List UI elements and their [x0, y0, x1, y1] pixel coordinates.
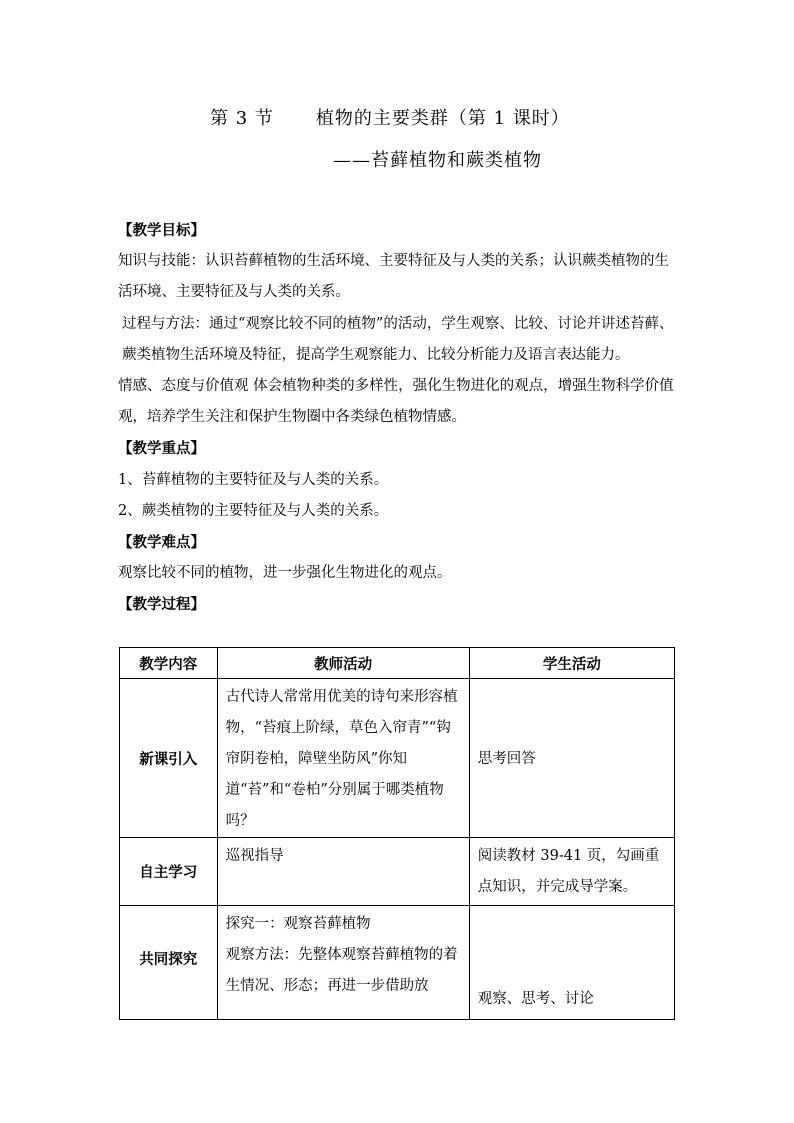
- row-teacher-cell: [217, 906, 469, 1020]
- objective-knowledge: 知识与技能：认识苔藓植物的生活环境、主要特征及与人类的关系；认识蕨类植物的生活环境、主要特征及与人类的关系。: [118, 253, 669, 301]
- lesson-body: [118, 215, 678, 621]
- objective-process: 过程与方法：通过“观察比较不同的植物”的活动，学生观察、比较、讨论并讲述苔藓、蕨类植物生活环境及特征，提高学生观察能力、比较分析能力及语言表达能力。: [122, 315, 674, 363]
- row-content-cell: 新课引入: [120, 679, 218, 838]
- teacher-activity-text: 探究一：观察苔藓植物 观察方法：先整体观察苔藓植物的着生情况、形态；再进一步借助放: [225, 916, 458, 994]
- key-point-item: 2、蕨类植物的主要特征及与人类的关系。: [118, 502, 389, 519]
- teacher-activity-text: 古代诗人常常用优美的诗句来形容植物，“苔痕上阶绿，草色入帘青”“钩帘阴卷柏，障壁坐防风”你知道“苔”和“卷柏”分别属于哪类植物吗？: [225, 689, 458, 829]
- column-header: 教学内容: [120, 648, 218, 679]
- table-row: [120, 838, 675, 906]
- objective-emotion: 情感、态度与价值观 体会植物种类的多样性，强化生物进化的观点，增强生物科学价值观，培养学生关注和保护生物圈中各类绿色植物情感。: [118, 378, 674, 426]
- table-row: [120, 679, 675, 838]
- row-content-cell: 共同探究: [120, 906, 218, 1020]
- difficulty-text: 观察比较不同的植物，进一步强化生物进化的观点。: [118, 565, 452, 582]
- teacher-activity-text: 巡视指导: [225, 848, 284, 864]
- student-activity-text: 思考回答: [477, 751, 536, 767]
- process-table: [119, 647, 675, 1020]
- key-points-heading: 【教学重点】: [118, 440, 205, 458]
- student-activity-text: 观察、思考、讨论: [477, 991, 594, 1007]
- process-heading: 【教学过程】: [118, 596, 205, 614]
- difficulty-heading: 【教学难点】: [118, 534, 205, 552]
- section-number: 第 3 节: [210, 108, 274, 129]
- row-teacher-cell: [217, 838, 469, 906]
- column-header: 教师活动: [217, 648, 469, 679]
- table-row: [120, 906, 675, 1020]
- column-header: 学生活动: [469, 648, 674, 679]
- row-teacher-cell: [217, 679, 469, 838]
- page-title: [210, 104, 570, 130]
- title-main: 植物的主要类群（第 1 课时）: [315, 108, 570, 129]
- student-activity-text: 阅读教材 39-41 页，勾画重点知识，并完成导学案。: [477, 848, 660, 895]
- table-header-row: [120, 648, 675, 679]
- key-point-item: 1、苔藓植物的主要特征及与人类的关系。: [118, 471, 389, 488]
- row-content-cell: 自主学习: [120, 838, 218, 906]
- objectives-heading: 【教学目标】: [118, 222, 205, 239]
- row-student-cell: [469, 679, 674, 838]
- row-student-cell: [469, 838, 674, 906]
- row-student-cell: [469, 906, 674, 1020]
- page-subtitle: ——苔藓植物和蕨类植物: [333, 150, 542, 171]
